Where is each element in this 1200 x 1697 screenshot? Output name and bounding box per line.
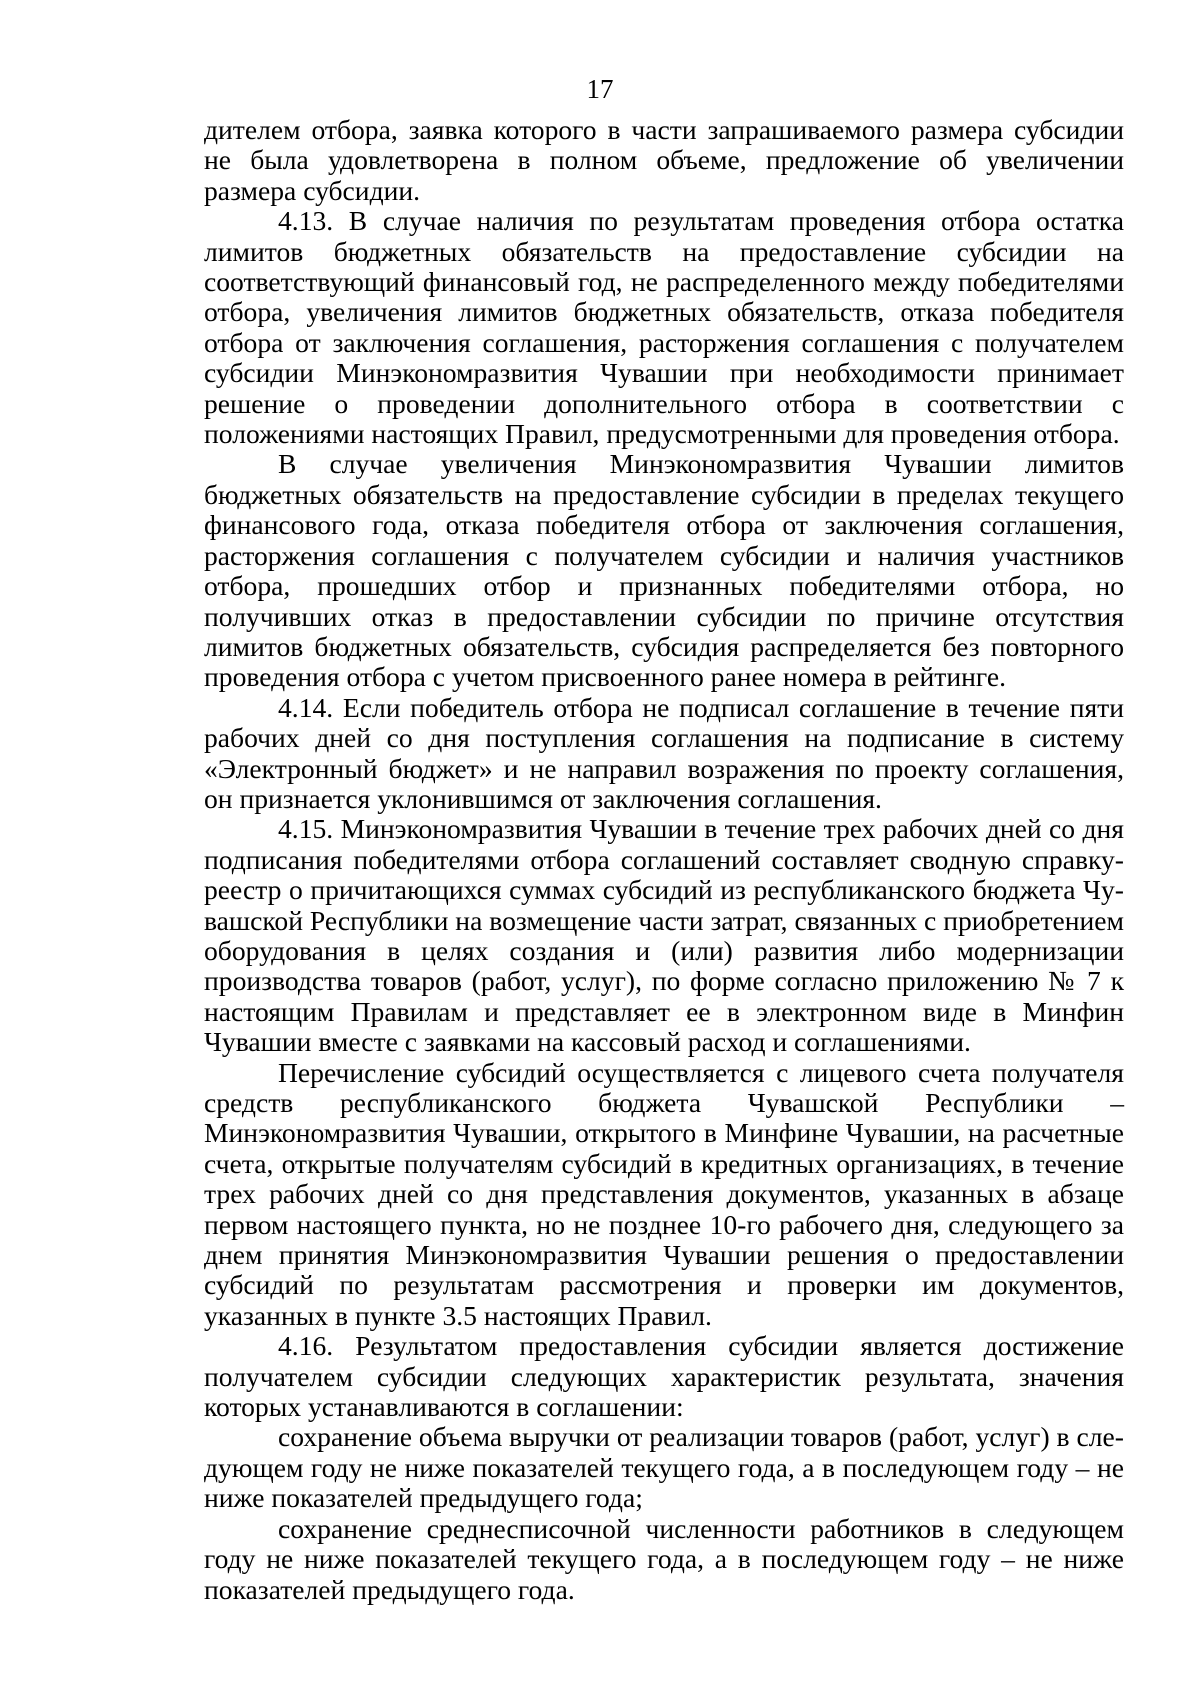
paragraph-4-14: 4.14. Если победитель отбора не подписал соглашение в течение пяти рабочих дней со дня поступления соглашения на подписание в систему «Электронный бюджет» и не направил возражения по проекту соглашения, он признается уклонившимся от заключения соглашения. bbox=[204, 691, 1124, 814]
page-number: 17 bbox=[586, 74, 614, 104]
paragraph-subsidy-transfer: Перечисление субсидий осуществляется с лицевого счета получателя средств республиканского бюджета Чувашской Республики – Минэкономразвития Чувашии, открытого в Минфине Чувашии, на расчетные счета, открытые получателям субсидий в кредитных организациях, в течение трех рабочих дней со дня представления документов, указанных в абзаце первом настоящего пункта, но не позднее 10-го рабочего дня, следующего за днем принятия Минэкономразвития Чувашии решения о предоставлении субсидий по результатам рассмотрения и проверки им документов, указанных в пункте 3.5 настоящих Правил. bbox=[204, 1056, 1124, 1331]
paragraph-4-13: 4.13. В случае наличия по результатам проведения отбора остатка лимитов бюджетных обязательств на предоставление субсидии на соответствующий финансовый год, не распределенного между победителями отбора, увеличения лимитов бюджетных обязательств, отказа победителя отбора от заключения соглашения, расторжения соглашения с получателем субсидии Минэкономразвития Чувашии при необходимости принимает решение о проведении дополнительного отбора в соответствии с положениями настоящих Правил, предусмотренными для проведения отбора. bbox=[204, 205, 1124, 450]
paragraph-limits-increase: В случае увеличения Минэкономразвития Чувашии лимитов бюджетных обязательств на предоставление субсидии в пределах текущего финансового года, отказа победителя отбора от заключения соглашения, расторжения соглашения с получателем субсидии и наличия участников отбора, прошедших отбор и признанных победителями отбора, но получивших отказ в предоставлении субсидии по причине отсутствия лимитов бюджетных обязательств, субсидия распределяется без повторного проведения отбора с учетом присвоенного ранее номера в рейтинге. bbox=[204, 448, 1124, 693]
paragraph-4-15: 4.15. Минэкономразвития Чувашии в течение трех рабочих дней со дня подписания победителями отбора соглашений составляет сводную справку-реестр о причитающихся суммах субсидий из республиканского бюджета Чувашской Республики на возмещение части затрат, связанных с приобретением оборудования в целях создания и (или) развития либо модернизации производства товаров (работ, услуг), по форме согласно приложению № 7 к настоящим Правилам и представляет ее в электронном виде в Минфин Чувашии вместе с заявками на кассовый расход и соглашениями. bbox=[204, 813, 1124, 1058]
paragraph-revenue-preservation: сохранение объема выручки от реализации товаров (работ, услуг) в следующем году не ниже показателей текущего года, а в последующем году – не ниже показателей предыдущего года; bbox=[204, 1421, 1124, 1514]
paragraph-headcount-preservation: сохранение среднесписочной численности работников в следующем году не ниже показателей текущего года, а в последующем году – не ниже показателей предыдущего года. bbox=[204, 1512, 1124, 1605]
paragraph-continuation: дителем отбора, заявка которого в части запрашиваемого размера субсидии не была удовлетворена в полном объеме, предложение об увеличении размера субсидии. bbox=[204, 114, 1124, 206]
paragraph-4-16: 4.16. Результатом предоставления субсидии является достижение получателем субсидии следующих характеристик результата, значения которых устанавливаются в соглашении: bbox=[204, 1330, 1124, 1423]
document-body bbox=[204, 115, 1124, 1605]
